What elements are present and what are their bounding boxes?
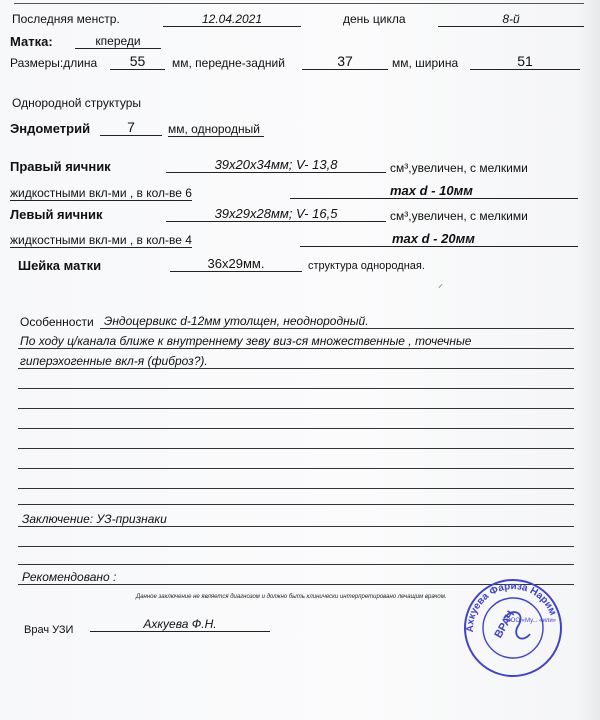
blank-rule — [18, 504, 574, 505]
top-cutoff-line — [14, 3, 584, 4]
last-menses-value: 12.04.2021 — [163, 12, 301, 27]
cervix-size: 36х29мм. — [170, 256, 302, 272]
doctor-label: Врач УЗИ — [24, 624, 74, 636]
blank-rule — [18, 564, 574, 565]
endometrium-desc: мм, однородный — [168, 122, 264, 137]
disclaimer: Данное заключение не является диагнозом и должно быть клинически интерпретировано лечащим врачом. — [136, 594, 447, 600]
uterus-length: 55 — [110, 53, 165, 70]
features-line3: гиперэхогенные вкл-я (фиброз?). — [20, 354, 208, 368]
uterus-sizes-label: Размеры:длина — [10, 56, 98, 70]
recommended-label: Рекомендовано : — [22, 570, 117, 584]
doctor-stamp — [456, 578, 574, 678]
features-rule-1 — [100, 328, 574, 329]
left-ovary-size: 39х29х28мм; V- 16,5 — [166, 206, 386, 222]
cervix-desc: структура однородная. — [308, 260, 425, 272]
stamp-title: ВРАЧ — [492, 608, 518, 641]
cervix-label: Шейка матки — [18, 258, 102, 273]
cycle-day-label: день цикла — [343, 12, 406, 26]
left-ovary-desc: см³,увеличен, с мелкими — [390, 209, 528, 223]
blank-rule — [18, 428, 574, 429]
right-ovary-max: max d - 10мм — [290, 183, 578, 199]
doctor-name: Ахкуева Ф.Н. — [90, 617, 270, 632]
cycle-day-value: 8-й — [438, 12, 584, 27]
stamp-ring-text: Ахкуева Фариза Нарим — [464, 581, 559, 633]
endometrium-label: Эндометрий — [10, 121, 91, 136]
left-ovary-max: max d - 20мм — [300, 231, 578, 247]
right-ovary-size: 39х20х34мм; V- 13,8 — [166, 157, 386, 173]
left-ovary-desc2: жидкостными вкл-ми , в кол-ве 4 — [10, 233, 192, 247]
last-menses-label: Последняя менстр. — [12, 12, 120, 26]
uterus-width: 51 — [470, 53, 580, 70]
features-rule-3 — [18, 368, 574, 369]
blank-rule — [18, 546, 574, 547]
right-ovary-label: Правый яичник — [10, 159, 111, 174]
blank-rule — [18, 388, 574, 389]
stamp-org: ООО «Му... «или» — [506, 618, 557, 624]
uterus-label: Матка: — [10, 34, 53, 49]
right-ovary-desc2: жидкостными вкл-ми , в кол-ве 6 — [10, 186, 192, 200]
uterus-position: кпереди — [75, 34, 161, 49]
right-ovary-desc: см³,увеличен, с мелкими — [390, 161, 528, 175]
features-line1: Эндоцервикс d-12мм утолщен, неоднородный. — [104, 314, 369, 328]
features-line2: По ходу ц/канала ближе к внутреннему зеву виз-ся множественные , точечные — [20, 334, 472, 348]
stray-mark: ⸝ — [438, 279, 443, 290]
blank-rule — [18, 468, 574, 469]
uterus-structure: Однородной структуры — [12, 96, 142, 110]
conclusion-label: Заключение: УЗ-признаки — [22, 512, 167, 526]
blank-rule — [18, 408, 574, 409]
conclusion-rule — [18, 526, 574, 527]
uterus-ap: 37 — [302, 53, 388, 70]
left-ovary-label: Левый яичник — [10, 207, 103, 222]
uterus-ap-label: мм, передне-задний — [172, 56, 285, 70]
features-label: Особенности — [20, 315, 94, 329]
blank-rule — [18, 488, 574, 489]
uterus-width-label: мм, ширина — [392, 56, 459, 70]
features-rule-2 — [18, 348, 574, 349]
blank-rule — [18, 448, 574, 449]
endometrium-value: 7 — [100, 119, 162, 136]
